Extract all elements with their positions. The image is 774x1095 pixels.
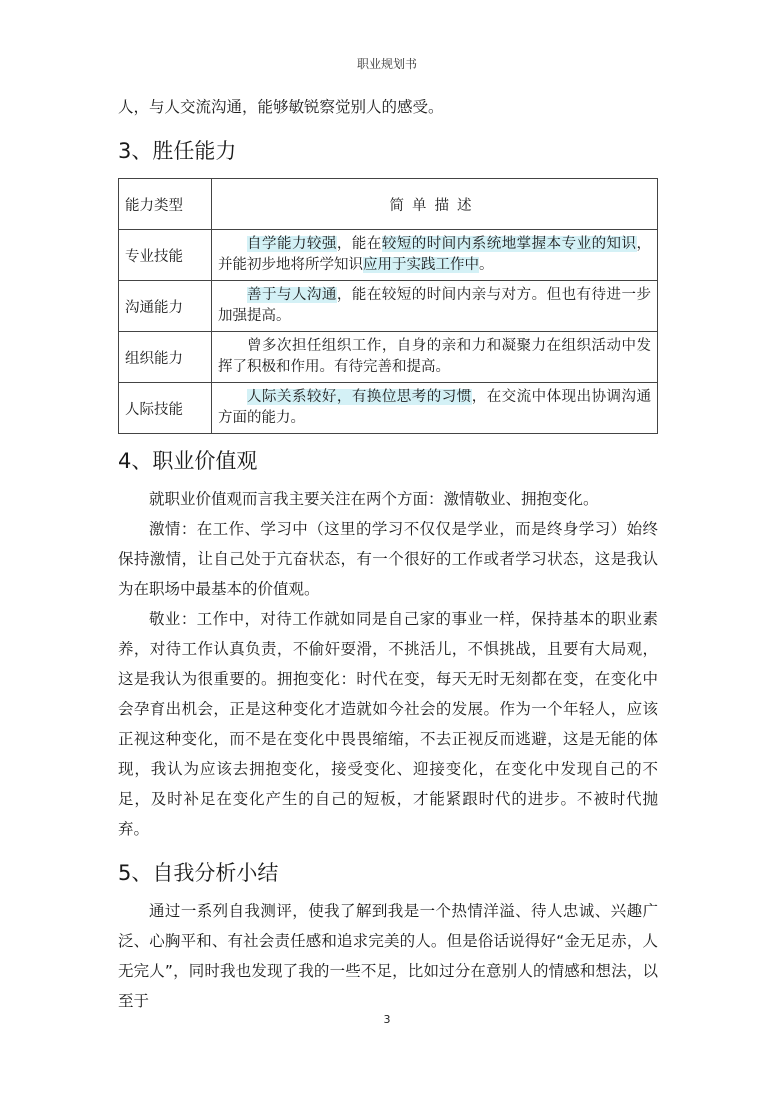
table-row bbox=[119, 332, 658, 383]
table-row bbox=[119, 383, 658, 434]
table-header-row bbox=[119, 179, 658, 230]
desc-text: ，能在较短的时间内亲与对方。但也有待进一步加强提高。 bbox=[218, 287, 652, 324]
page-number: 3 bbox=[383, 1013, 391, 1026]
desc-text: ，并能初步地将所学知识 bbox=[218, 236, 652, 273]
paragraph: 激情：在工作、学习中（这里的学习不仅仅是学业，而是终身学习）始终保持激情，让自己处于亢奋状态，有一个很好的工作或者学习状态，这是我认为在职场中最基本的价值观。 bbox=[118, 520, 658, 598]
ability-type: 沟通能力 bbox=[119, 281, 212, 332]
highlight: 善于与人沟通 bbox=[247, 287, 337, 303]
highlight: 自学能力较强 bbox=[247, 236, 337, 252]
table-row bbox=[119, 230, 658, 281]
ability-type: 人际技能 bbox=[119, 383, 212, 434]
ability-desc bbox=[212, 332, 658, 383]
highlight: 人际关系较好，有换位思考的习惯 bbox=[247, 389, 472, 405]
section-4-heading: 4、职业价值观 bbox=[118, 449, 258, 473]
intro-line: 人，与人交流沟通，能够敏锐察觉别人的感受。 bbox=[118, 98, 444, 116]
section-5-heading: 5、自我分析小结 bbox=[118, 861, 279, 885]
section-3-heading: 3、胜任能力 bbox=[118, 139, 237, 163]
desc-text: 。 bbox=[479, 257, 494, 273]
col-header-type: 能力类型 bbox=[119, 179, 212, 230]
desc-text: ，能在 bbox=[336, 236, 382, 252]
paragraph: 就职业价值观而言我主要关注在两个方面：激情敬业、拥抱变化。 bbox=[149, 490, 599, 508]
ability-type: 专业技能 bbox=[119, 230, 212, 281]
paragraph: 敬业：工作中，对待工作就如同是自己家的事业一样，保持基本的职业素养，对待工作认真负责，不偷奸耍滑，不挑活儿，不惧挑战，且要有大局观，这是我认为很重要的。拥抱变化：时代在变，每天无时无刻都在变，在变化中会孕育出机会，正是这种变化才造就如今社会的发展。作为一个年轻人，应该正视这种变化，而不是在变化中畏畏缩缩，不去正视反而逃避，这是无能的体现，我认为应该去拥抱变化，接受变化、迎接变化，在变化中发现自己的不足，及时补足在变化产生的自己的短板，才能紧跟时代的进步。不被时代抛弃。 bbox=[118, 610, 658, 838]
desc-text: ，在交流中体现出协调沟通方面的能力。 bbox=[218, 389, 652, 426]
table-row bbox=[119, 281, 658, 332]
desc-text: 曾多次担任组织工作，自身的亲和力和凝聚力在组织活动中发挥了积极和作用。有待完善和提高。 bbox=[218, 338, 651, 375]
paragraph: 通过一系列自我测评，使我了解到我是一个热情洋溢、待人忠诚、兴趣广泛、心胸平和、有社会责任感和追求完美的人。但是俗话说得好“金无足赤，人无完人”，同时我也发现了我的一些不足，比如过分在意别人的情感和想法，以至于 bbox=[118, 902, 658, 1010]
highlight: 应用于实践工作中 bbox=[363, 257, 479, 273]
page-header: 职业规划书 bbox=[356, 57, 417, 71]
ability-desc bbox=[212, 281, 658, 332]
document-body bbox=[118, 92, 658, 1016]
ability-type: 组织能力 bbox=[119, 332, 212, 383]
ability-table bbox=[118, 178, 658, 434]
highlight: 较短的时间内系统地掌握本专业的知识 bbox=[381, 236, 637, 252]
ability-desc bbox=[212, 383, 658, 434]
ability-desc bbox=[212, 230, 658, 281]
col-header-desc: 简单描述 bbox=[212, 179, 658, 230]
